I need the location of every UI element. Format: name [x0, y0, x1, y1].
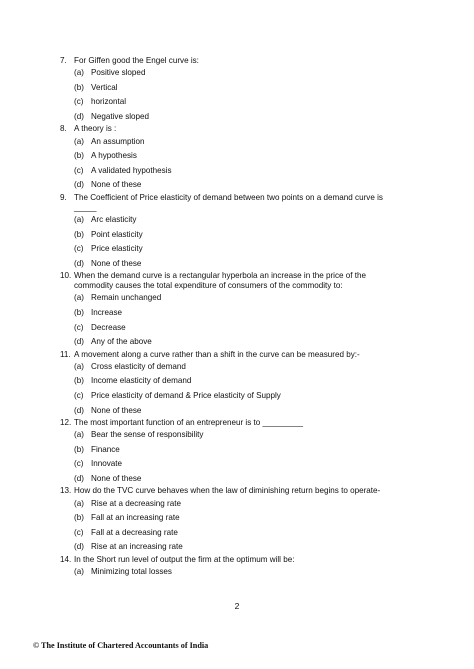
answer-option — [74, 149, 474, 164]
option-text: A hypothesis — [91, 151, 137, 161]
answer-option — [74, 360, 474, 375]
option-letter: (c) — [74, 527, 84, 537]
answer-option — [74, 242, 474, 257]
question-number: 14. — [60, 554, 72, 564]
option-letter: (a) — [74, 361, 84, 371]
question-stem — [0, 555, 474, 565]
option-text: Bear the sense of responsibility — [91, 430, 204, 440]
option-list — [0, 134, 474, 192]
option-list — [0, 565, 474, 580]
option-text: Any of the above — [91, 337, 152, 347]
option-text: Innovate — [91, 459, 123, 469]
copyright-footer: © The Institute of Chartered Accountants of India — [33, 641, 209, 650]
answer-option — [74, 525, 474, 540]
question-text: A theory is : — [74, 124, 117, 134]
option-text: Minimizing total losses — [91, 566, 172, 576]
option-letter: (d) — [74, 112, 84, 122]
answer-option — [74, 213, 474, 228]
option-text: Rise at a decreasing rate — [91, 498, 181, 508]
option-letter: (b) — [74, 513, 84, 523]
question-item — [0, 193, 474, 271]
question-stem — [0, 193, 474, 213]
option-text: Increase — [91, 308, 123, 318]
question-item — [0, 486, 474, 554]
answer-option — [74, 320, 474, 335]
option-text: Vertical — [91, 82, 118, 92]
option-list — [0, 213, 474, 271]
answer-option — [74, 389, 474, 404]
option-text: Fall at an increasing rate — [91, 513, 180, 523]
question-item — [0, 350, 474, 418]
option-letter: (a) — [74, 293, 84, 303]
answer-option — [74, 291, 474, 306]
option-list — [0, 428, 474, 486]
answer-option — [74, 306, 474, 321]
option-text: Fall at a decreasing rate — [91, 527, 178, 537]
option-text: None of these — [91, 473, 142, 483]
option-letter: (b) — [74, 151, 84, 161]
option-letter: (c) — [74, 322, 84, 332]
option-letter: (a) — [74, 136, 84, 146]
option-letter: (b) — [74, 444, 84, 454]
option-text: A validated hypothesis — [91, 165, 172, 175]
option-list — [0, 291, 474, 349]
option-letter: (c) — [74, 244, 84, 254]
question-stem — [0, 271, 474, 291]
option-letter: (a) — [74, 566, 84, 576]
question-text: When the demand curve is a rectangular hyperbola an increase in the price of the commodity causes the total expenditure of consumers of the commodity to: — [74, 271, 366, 291]
option-letter: (b) — [74, 376, 84, 386]
question-item — [0, 555, 474, 580]
option-letter: (d) — [74, 180, 84, 190]
option-list — [0, 360, 474, 418]
option-text: Price elasticity of demand & Price elasticity of Supply — [91, 390, 281, 400]
option-text: Arc elasticity — [91, 215, 137, 225]
question-item — [0, 418, 474, 486]
question-item — [0, 271, 474, 349]
option-letter: (d) — [74, 337, 84, 347]
option-text: Rise at an increasing rate — [91, 542, 183, 552]
question-text: How do the TVC curve behaves when the law of diminishing return begins to operate- — [74, 486, 381, 496]
answer-option — [74, 257, 474, 272]
option-text: None of these — [91, 258, 142, 268]
answer-option — [74, 164, 474, 179]
question-number: 12. — [60, 417, 72, 427]
option-list — [0, 66, 474, 124]
option-text: Price elasticity — [91, 244, 143, 254]
answer-option — [74, 565, 474, 580]
option-letter: (a) — [74, 215, 84, 225]
question-number: 7. — [60, 56, 67, 65]
answer-option — [74, 178, 474, 193]
option-letter: (b) — [74, 308, 84, 318]
option-letter: (d) — [74, 473, 84, 483]
answer-option — [74, 540, 474, 555]
option-letter: (b) — [74, 229, 84, 239]
question-number: 8. — [60, 124, 67, 134]
question-text: For Giffen good the Engel curve is: — [74, 56, 199, 65]
question-stem — [0, 124, 474, 134]
answer-option — [74, 442, 474, 457]
question-number: 11. — [60, 349, 71, 359]
answer-option — [74, 227, 474, 242]
answer-option — [74, 66, 474, 81]
question-text: A movement along a curve rather than a shift in the curve can be measured by:- — [74, 349, 360, 359]
answer-option — [74, 472, 474, 487]
option-letter: (d) — [74, 542, 84, 552]
option-letter: (c) — [74, 459, 84, 469]
option-letter: (a) — [74, 498, 84, 508]
option-text: None of these — [91, 405, 142, 415]
option-text: Income elasticity of demand — [91, 376, 192, 386]
option-text: horizontal — [91, 97, 127, 107]
answer-option — [74, 335, 474, 350]
option-letter: (a) — [74, 430, 84, 440]
answer-option — [74, 403, 474, 418]
question-list — [0, 56, 474, 579]
answer-option — [74, 496, 474, 511]
page-number: 2 — [234, 601, 240, 611]
answer-option — [74, 110, 474, 125]
option-text: Cross elasticity of demand — [91, 361, 186, 371]
option-text: Decrease — [91, 322, 126, 332]
answer-option — [74, 428, 474, 443]
option-list — [0, 496, 474, 554]
question-stem — [0, 56, 474, 66]
question-text: In the Short run level of output the firm at the optimum will be: — [74, 554, 295, 564]
answer-option — [74, 95, 474, 110]
answer-option — [74, 81, 474, 96]
option-letter: (b) — [74, 82, 84, 92]
question-text: The most important function of an entrepreneur is to _________ — [74, 417, 304, 427]
option-text: An assumption — [91, 136, 145, 146]
answer-option — [74, 511, 474, 526]
question-stem — [0, 486, 474, 496]
option-text: Negative sloped — [91, 112, 150, 122]
question-number: 10. — [60, 271, 72, 281]
question-stem — [0, 418, 474, 428]
option-text: Positive sloped — [91, 68, 146, 78]
option-text: None of these — [91, 180, 142, 190]
answer-option — [74, 457, 474, 472]
option-text: Finance — [91, 444, 120, 454]
answer-option — [74, 134, 474, 149]
answer-option — [74, 374, 474, 389]
option-text: Point elasticity — [91, 229, 143, 239]
question-stem — [0, 350, 474, 360]
option-letter: (c) — [74, 390, 84, 400]
option-text: Remain unchanged — [91, 293, 162, 303]
question-item — [0, 124, 474, 192]
option-letter: (d) — [74, 405, 84, 415]
option-letter: (c) — [74, 97, 84, 107]
question-number: 9. — [60, 192, 67, 202]
option-letter: (a) — [74, 68, 84, 78]
option-letter: (d) — [74, 258, 84, 268]
question-item — [0, 56, 474, 124]
option-letter: (c) — [74, 165, 84, 175]
question-text: The Coefficient of Price elasticity of demand between two points on a demand curve is _____ — [74, 192, 383, 212]
question-number: 13. — [60, 486, 72, 496]
